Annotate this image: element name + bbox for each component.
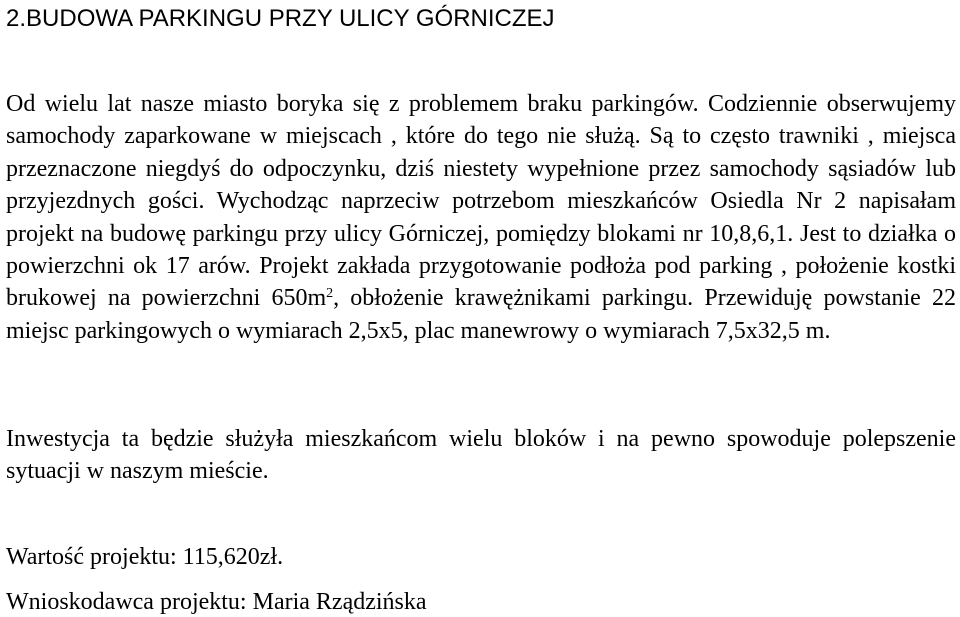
project-applicant: Wnioskodawca projektu: Maria Rządzińska — [6, 589, 427, 615]
paragraph-description — [6, 88, 956, 347]
document-heading: 2.BUDOWA PARKINGU PRZY ULICY GÓRNICZEJ — [6, 5, 555, 32]
paragraph-description-text-2: , obłożenie krawężnikami parkingu. Przewiduję powstanie 22 miejsc parkingowych o wymiarach 2,5x5, plac manewrowy o wymiarach 7,5x32,5 m. — [6, 285, 956, 344]
project-value: Wartość projektu: 115,620zł. — [6, 544, 284, 570]
paragraph-investment: Inwestycja ta będzie służyła mieszkańcom wielu bloków i na pewno spowoduje polepszenie sytuacji w naszym mieście. — [6, 426, 956, 485]
paragraph-description-text-1: Od wielu lat nasze miasto boryka się z problemem braku parkingów. Codziennie obserwujemy samochody zaparkowane w miejscach , które do tego nie służą. Są to często trawniki , miejsca przeznaczone niegdyś do odpoczynku, dziś niestety wypełnione przez samochody sąsiadów lub przyjezdnych gości. Wychodząc naprzeciw potrzebom mieszkańców Osiedla Nr 2 napisałam projekt na budowę parkingu przy ulicy Górniczej, pomiędzy blokami nr 10,8,6,1. Jest to działka o powierzchni ok 17 arów. Projekt zakłada przygotowanie podłoża pod parking , położenie kostki brukowej na powierzchni 650m — [6, 91, 956, 312]
area-unit-superscript: 2 — [326, 286, 334, 302]
